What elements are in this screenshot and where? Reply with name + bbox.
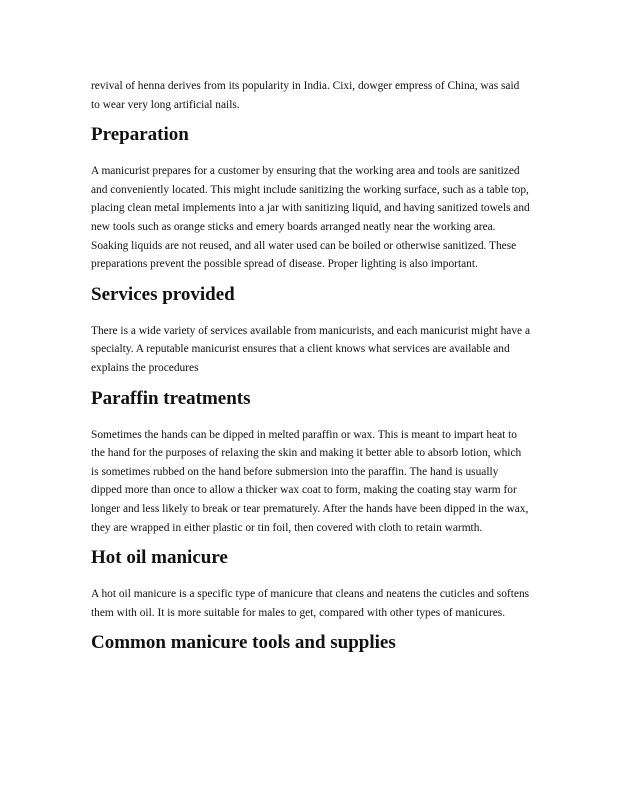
paragraph-services-provided: There is a wide variety of services available from manicurists, and each manicurist might have a specialty. A reputable manicurist ensures that a client knows what services are available and explains the procedures bbox=[91, 324, 531, 374]
heading-common-manicure-tools: Common manicure tools and supplies bbox=[91, 632, 396, 654]
paragraph-paraffin-treatments: Sometimes the hands can be dipped in melted paraffin or wax. This is meant to impart heat to the hand for the purposes of relaxing the skin and making it better able to absorb lotion, which is sometimes rubbed on the hand before submersion into the paraffin. The hand is usually dipped more than once to allow a thicker wax coat to form, making the coating stay warm for longer and less likely to break or tear prematurely. After the hands have been dipped in the wax, they are wrapped in either plastic or tin foil, then covered with cloth to retain warmth. bbox=[91, 428, 529, 534]
heading-services-provided: Services provided bbox=[91, 283, 235, 305]
paragraph-preparation: A manicurist prepares for a customer by ensuring that the working area and tools are sanitized and conveniently located. This might include sanitizing the working surface, such as a table top, placing clean metal implements into a jar with sanitizing liquid, and having sanitized towels and new tools such as orange sticks and emery boards arranged neatly near the working area. Soaking liquids are not reused, and all water used can be boiled or otherwise sanitized. These preparations prevent the possible spread of disease. Proper lighting is also important. bbox=[91, 165, 530, 271]
document-page bbox=[91, 77, 531, 655]
intro-paragraph: revival of henna derives from its popularity in India. Cixi, dowger empress of China, was said to wear very long artificial nails. bbox=[91, 80, 520, 111]
paragraph-hot-oil-manicure: A hot oil manicure is a specific type of manicure that cleans and neatens the cuticles and softens them with oil. It is more suitable for males to get, compared with other types of manicures. bbox=[91, 588, 530, 619]
heading-paraffin-treatments: Paraffin treatments bbox=[91, 387, 251, 409]
heading-hot-oil-manicure: Hot oil manicure bbox=[91, 547, 228, 569]
heading-preparation: Preparation bbox=[91, 124, 189, 146]
